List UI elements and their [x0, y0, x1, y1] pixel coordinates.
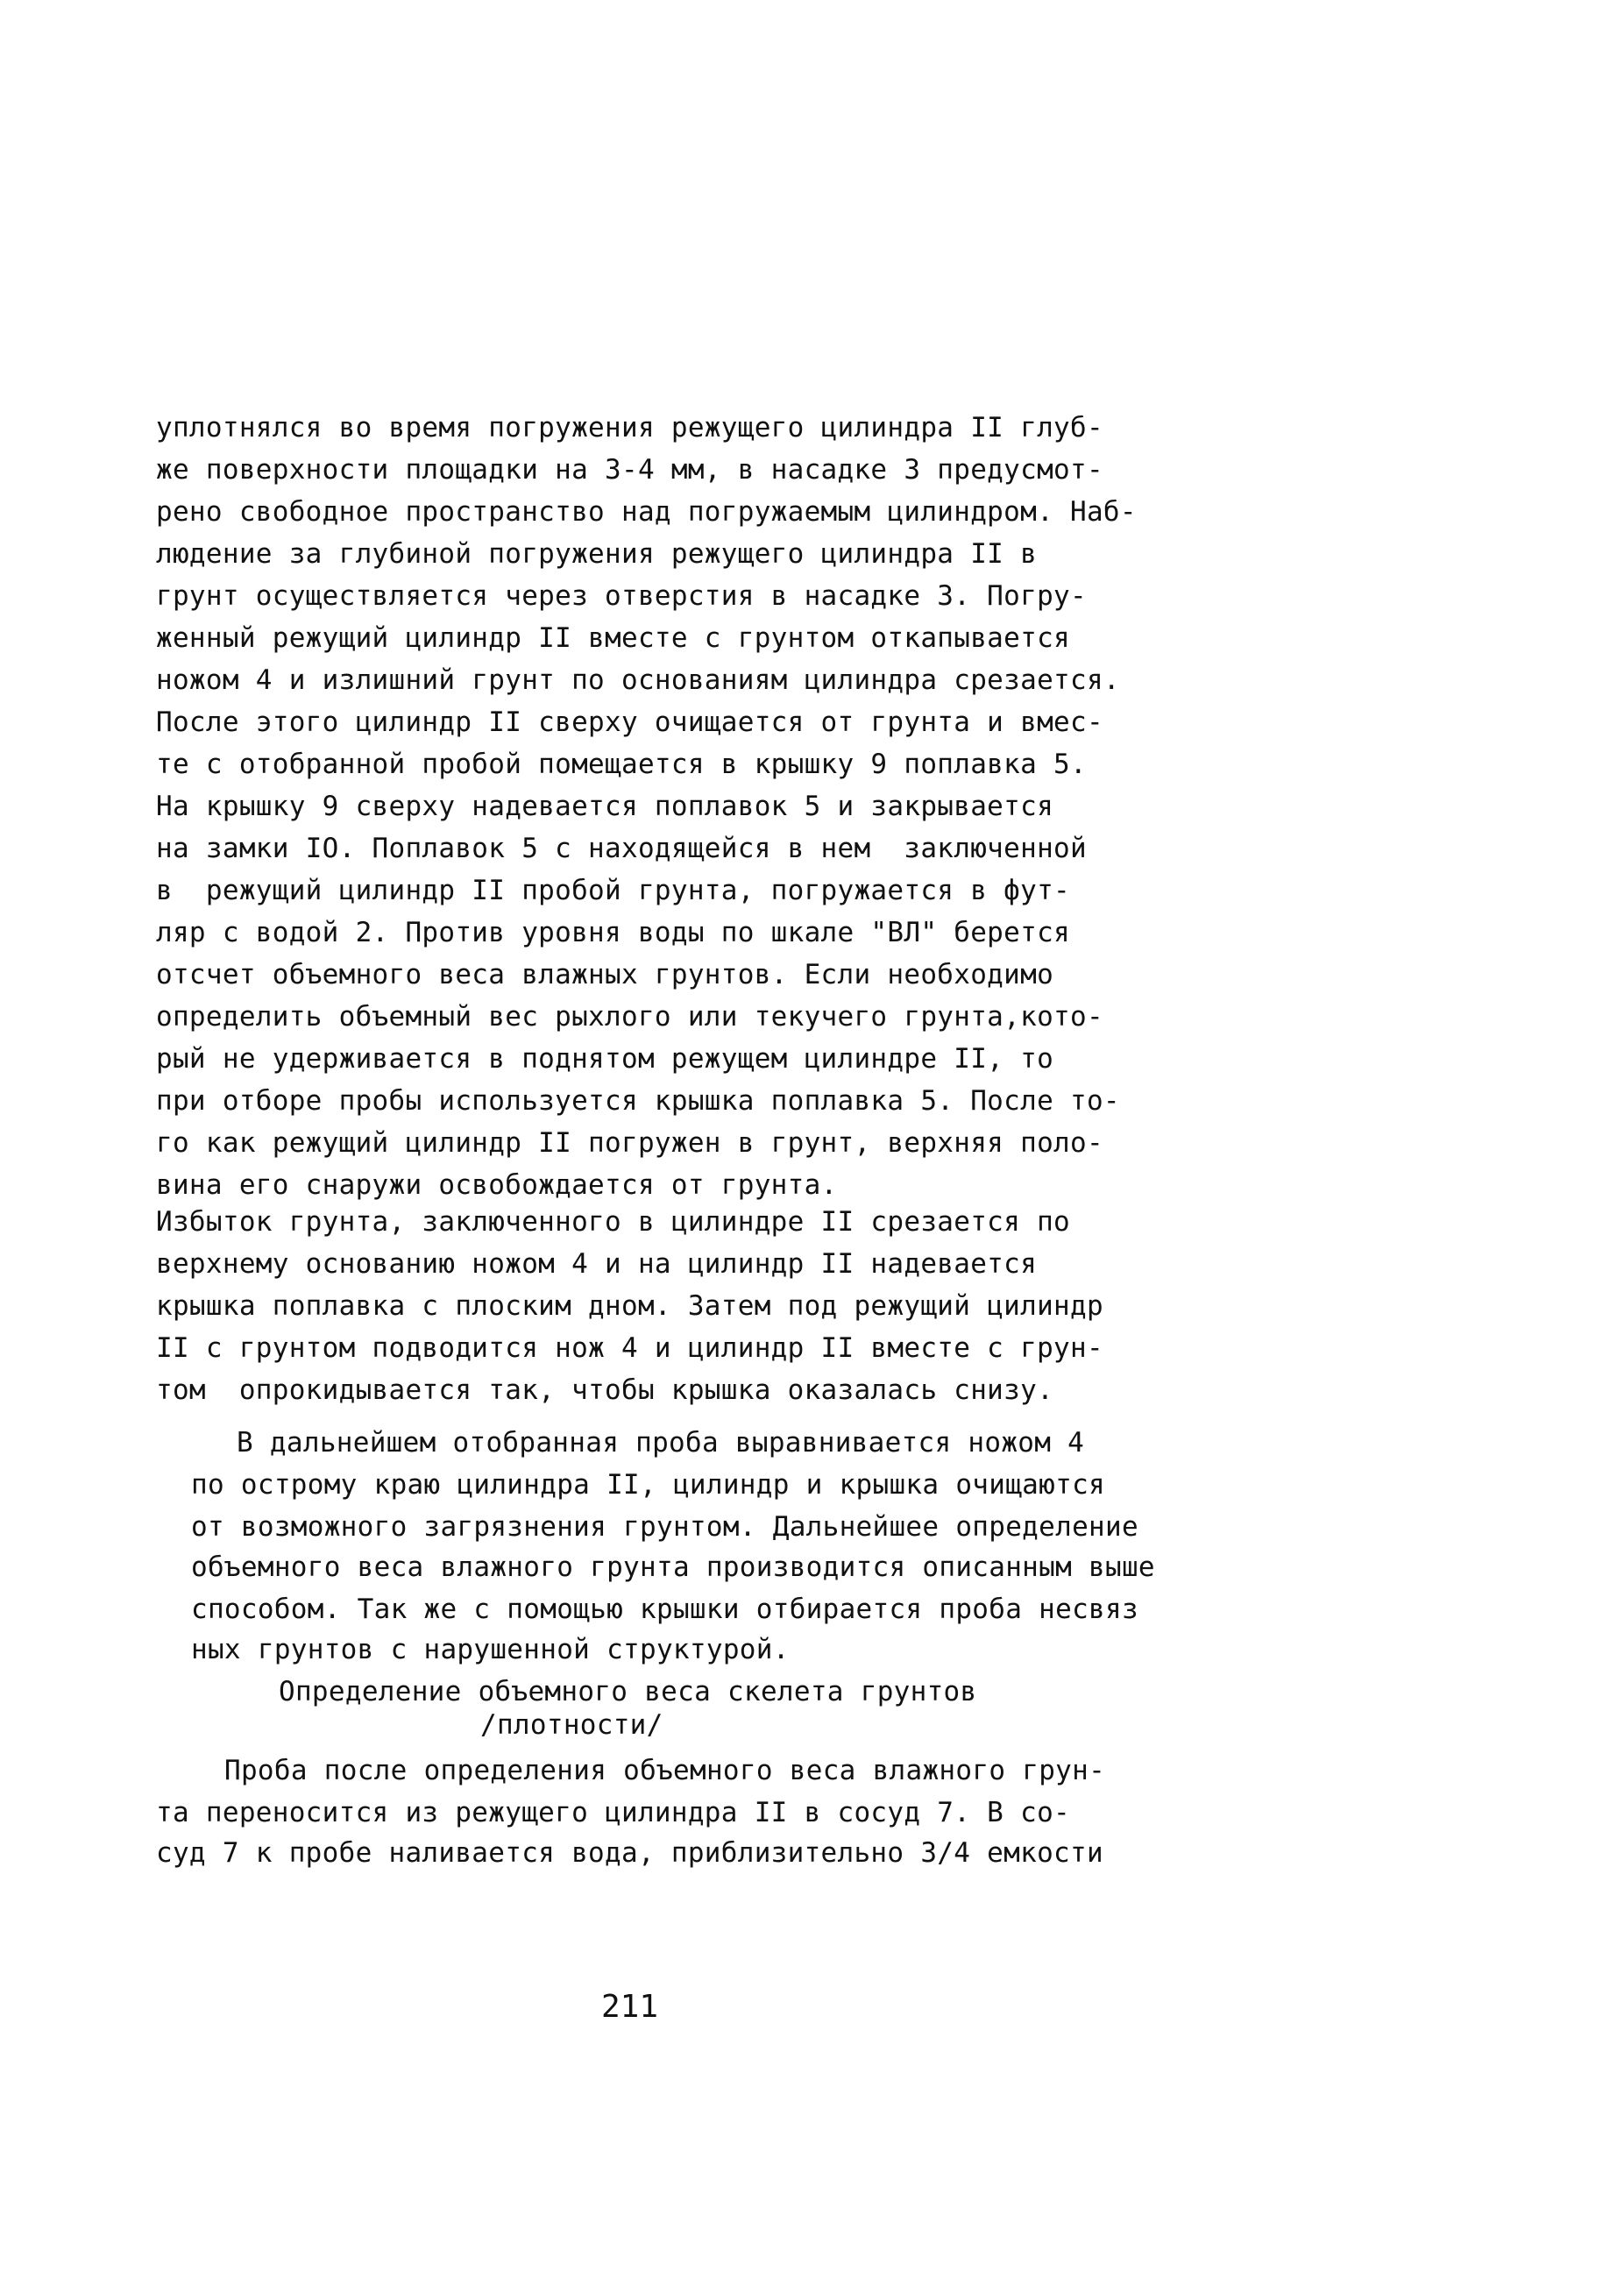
text-line: II с грунтом подводится нож 4 и цилиндр II вместе с грун-: [156, 1332, 1103, 1364]
text-line: грунт осуществляется через отверстия в насадке 3. Погру-: [156, 580, 1087, 612]
text-line: вина его снаружи освобождается от грунта.: [156, 1169, 838, 1201]
text-line: в режущий цилиндр II пробой грунта, погружается в фут-: [156, 875, 1070, 906]
text-line: В дальнейшем отобранная проба выравнивается ножом 4: [237, 1427, 1085, 1459]
text-line: рый не удерживается в поднятом режущем цилиндре II, то: [156, 1043, 1054, 1075]
text-line: Избыток грунта, заключенного в цилиндре II срезается по: [156, 1206, 1070, 1238]
text-line: верхнему основанию ножом 4 и на цилиндр II надевается: [156, 1248, 1038, 1280]
text-line: уплотнялся во время погружения режущего цилиндра II глуб-: [156, 412, 1103, 444]
text-line: объемного веса влажного грунта производится описанным выше: [191, 1551, 1155, 1583]
text-line: по острому краю цилиндра II, цилиндр и крышка очищаются: [191, 1469, 1105, 1501]
text-line: способом. Так же с помощью крышки отбирается проба несвяз: [191, 1594, 1138, 1625]
text-line: отсчет объемного веса влажных грунтов. Если необходимо: [156, 959, 1054, 990]
text-line: на замки IO. Поплавок 5 с находящейся в нем заключенной: [156, 833, 1087, 864]
text-line: После этого цилиндр II сверху очищается от грунта и вмес-: [156, 706, 1103, 738]
section-heading: Определение объемного веса скелета грунтов: [279, 1676, 977, 1707]
text-line: определить объемный вес рыхлого или текучего грунта,кото-: [156, 1001, 1103, 1033]
text-line: женный режущий цилиндр II вместе с грунтом откапывается: [156, 622, 1070, 654]
text-line: том опрокидывается так, чтобы крышка оказалась снизу.: [156, 1374, 1054, 1406]
text-line: от возможного загрязнения грунтом. Дальнейшее определение: [191, 1511, 1138, 1543]
text-line: го как режущий цилиндр II погружен в грунт, верхняя поло-: [156, 1127, 1103, 1159]
text-line: рено свободное пространство над погружаемым цилиндром. Наб-: [156, 496, 1137, 528]
text-line: суд 7 к пробе наливается вода, приблизительно 3/4 емкости: [156, 1837, 1103, 1869]
text-line: ляр с водой 2. Против уровня воды по шкале "ВЛ" берется: [156, 917, 1070, 948]
page-number: 211: [601, 1989, 659, 2025]
text-line: крышка поплавка с плоским дном. Затем под режущий цилиндр: [156, 1290, 1103, 1322]
text-line: ных грунтов с нарушенной структурой.: [191, 1634, 790, 1665]
text-line: людение за глубиной погружения режущего цилиндра II в: [156, 538, 1038, 570]
section-heading-subtitle: /плотности/: [480, 1709, 663, 1741]
text-line: при отборе пробы используется крышка поплавка 5. После то-: [156, 1085, 1120, 1117]
text-line: же поверхности площадки на 3-4 мм, в насадке 3 предусмот-: [156, 454, 1103, 486]
text-line: те с отобранной пробой помещается в крышку 9 поплавка 5.: [156, 749, 1087, 780]
text-line: Проба после определения объемного веса влажного грун-: [224, 1755, 1106, 1786]
text-line: та переносится из режущего цилиндра II в сосуд 7. В со-: [156, 1797, 1070, 1828]
text-line: ножом 4 и излишний грунт по основаниям цилиндра срезается.: [156, 664, 1120, 696]
text-line: На крышку 9 сверху надевается поплавок 5 и закрывается: [156, 791, 1054, 822]
